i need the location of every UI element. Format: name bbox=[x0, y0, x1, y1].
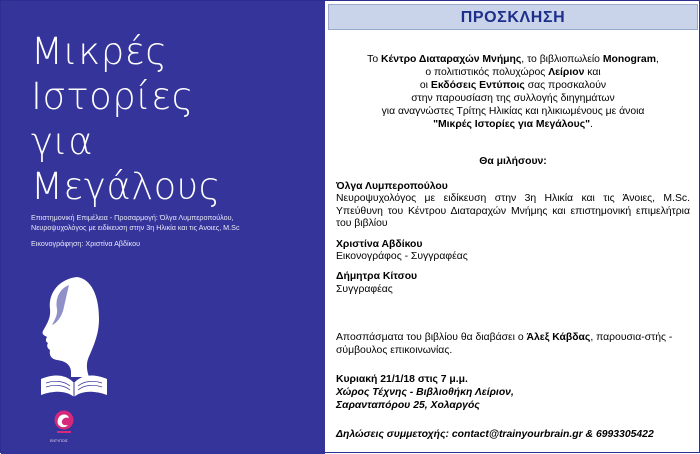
speaker-entry bbox=[336, 239, 690, 264]
reading-text: Αποσπάσματα του βιβλίου θα διαβάσει ο bbox=[336, 332, 527, 343]
speakers-heading: Θα μιλήσουν: bbox=[479, 156, 547, 167]
book-title-line: Μεγάλους bbox=[31, 165, 221, 208]
intro-text: οι bbox=[419, 80, 431, 91]
intro-text: ο πολιτιστικός πολυχώρος bbox=[425, 67, 549, 78]
intro-text: , το βιβλιοπωλείο bbox=[521, 54, 603, 65]
speakers-list bbox=[336, 181, 690, 304]
intro-text: . bbox=[590, 119, 593, 130]
speaker-name: Όλγα Λυμπεροπούλου bbox=[336, 181, 448, 192]
intro-text: στην παρουσίαση της συλλογής διηγημάτων bbox=[411, 93, 615, 104]
intro-text: για αναγνώστες Τρίτης Ηλικίας και ηλικιωμένους με άνοια bbox=[381, 106, 645, 117]
invitation-title: ΠΡΟΣΚΛΗΣΗ bbox=[460, 9, 566, 26]
reading-note bbox=[336, 331, 690, 357]
intro-text: και bbox=[584, 67, 601, 78]
intro-text: , bbox=[655, 54, 659, 65]
intro-paragraph bbox=[331, 53, 695, 131]
speaker-entry bbox=[336, 271, 690, 296]
publisher-logo-icon bbox=[53, 409, 75, 439]
speaker-role: Εικονογράφος - Συγγραφέας bbox=[336, 251, 468, 263]
intro-text: Το bbox=[367, 54, 382, 65]
book-cover bbox=[1, 1, 325, 454]
reading-text: , παρουσια-στής - σύμβουλος επικοινωνίας. bbox=[336, 332, 673, 356]
book-title-line: Ιστορίες bbox=[31, 75, 194, 118]
invitation-text bbox=[325, 1, 700, 454]
intro-text: σας προσκαλούν bbox=[524, 80, 607, 91]
editor-credit-line: Επιστημονική Επιμέλεια - Προσαρμογή: Όλγα Λυμπεροπούλου, bbox=[31, 213, 234, 222]
book-title-quoted: "Μικρές Ιστορίες για Μεγάλους" bbox=[433, 119, 591, 130]
event-details bbox=[336, 373, 690, 412]
book-title-line: Μικρές bbox=[31, 30, 168, 73]
speaker-role: Νευροψυχολόγος με ειδίκευση στην 3η Ηλικία και τις Άνοιες, M.Sc. Υπεύθυνη του Κέντρου Διαταραχών Μνήμης και επιστημονική επιμελήτρια του βιβλίου bbox=[336, 193, 690, 230]
event-datetime: Κυριακή 21/1/18 στις 7 μ.μ. bbox=[336, 374, 468, 385]
publisher-name: Εκδόσεις Εντύποις bbox=[430, 80, 525, 91]
face-profile-with-open-book-icon bbox=[37, 275, 111, 399]
speaker-name: Χριστίνα Αβδίκου bbox=[336, 238, 423, 250]
reader-name: Άλεξ Κάβδας bbox=[526, 332, 591, 343]
cover-credits bbox=[31, 213, 240, 249]
speaker-entry bbox=[336, 181, 690, 231]
rsvp-contact: Δηλώσεις συμμετοχής: contact@trainyourbrain.gr & 6993305422 bbox=[336, 429, 654, 440]
event-address: Σαρανταπόρου 25, Χολαργός bbox=[336, 400, 480, 411]
book-title bbox=[31, 29, 221, 209]
invitation-header bbox=[328, 4, 698, 30]
venue-name: Λείριον bbox=[548, 67, 585, 78]
publisher-logo-label: ΕΝΤΥΠΟΙΣ bbox=[50, 439, 68, 443]
illustration-credit: Εικονογράφηση: Χριστίνα Αβδίκου bbox=[31, 239, 141, 248]
event-venue: Χώρος Τέχνης - Βιβλιοθήκη Λείριον, bbox=[336, 387, 514, 398]
speaker-name: Δήμητρα Κίτσου bbox=[336, 271, 418, 283]
speaker-role: Συγγραφέας bbox=[336, 283, 393, 295]
memory-center-name: Κέντρο Διαταραχών Μνήμης bbox=[381, 54, 522, 65]
book-title-line: για bbox=[31, 120, 94, 163]
editor-credit-line: Νευροψυχολόγος με ειδίκευση στην 3η Ηλικία και τις Ανοιες, M.Sc bbox=[31, 223, 240, 232]
bookstore-name: Monogram bbox=[602, 54, 656, 65]
